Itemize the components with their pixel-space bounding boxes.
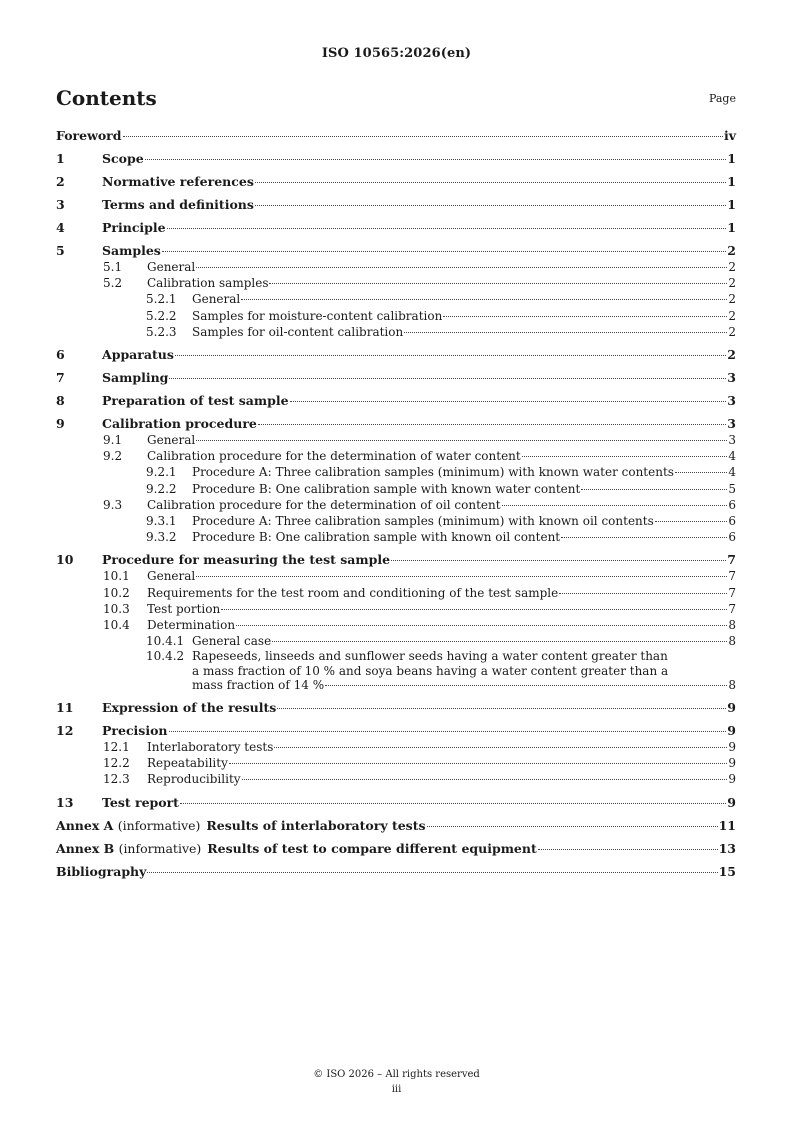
toc-entry-title: Procedure B: One calibration sample with known water content (192, 481, 581, 496)
toc-entry-number: 5.2.3 (146, 324, 177, 339)
toc-entry[interactable] (56, 864, 736, 880)
toc-entry[interactable] (56, 432, 736, 448)
toc-entry-page: 9 (728, 739, 736, 754)
toc-entry-title: Procedure A: Three calibration samples (minimum) with known water contents (192, 465, 674, 480)
dot-leader (162, 251, 726, 252)
toc-entry[interactable] (56, 633, 736, 649)
dot-leader (277, 708, 726, 709)
toc-entry[interactable] (56, 151, 736, 167)
toc-entry[interactable] (56, 174, 736, 190)
dot-leader (167, 228, 727, 229)
dot-leader (255, 205, 726, 206)
dot-leader (255, 182, 726, 183)
toc-entry-title: General (147, 433, 196, 448)
toc-entry-page: 2 (728, 276, 736, 291)
annex-title-group (56, 841, 537, 857)
toc-entry-page: 9 (728, 756, 736, 771)
toc-entry-number: 12.2 (103, 756, 130, 771)
toc-entry[interactable] (56, 243, 736, 259)
dot-leader (290, 401, 727, 402)
toc-entry-number: 5 (56, 243, 65, 258)
toc-entry-number: 13 (56, 794, 74, 810)
page-column-label: Page (708, 92, 736, 105)
toc-entry-page: 1 (727, 220, 736, 235)
annex-label: Annex B (56, 840, 115, 856)
dot-leader (196, 440, 727, 441)
toc-entry-number: 12.1 (103, 739, 130, 754)
toc-entry-page: 3 (728, 433, 736, 448)
dot-leader (538, 849, 718, 850)
dot-leader (242, 779, 728, 780)
toc-entry-page: 6 (728, 514, 736, 529)
dot-leader (427, 826, 718, 827)
toc-entry-number: 9.3 (103, 497, 123, 512)
toc-entry-page: 2 (728, 308, 736, 323)
toc-entry-page: 9 (727, 722, 736, 738)
dot-leader (443, 316, 727, 317)
page-number: iii (391, 1084, 402, 1095)
toc-entry-number: 10.4.2 (146, 649, 185, 664)
toc-entry-title-line: a mass fraction of 10 % and soya beans having a water content greater than a (192, 663, 669, 678)
toc-entry-page: 4 (728, 465, 736, 480)
dot-leader (169, 378, 726, 379)
annex-informative: (informative) (118, 840, 202, 856)
toc-entry-title: General (147, 569, 196, 584)
toc-entry-title: Normative references (102, 174, 254, 189)
toc-entry-page: 7 (728, 585, 736, 600)
annex-title: Results of test to compare different equipment (207, 840, 537, 856)
toc-entry[interactable] (56, 497, 736, 513)
toc-entry-number: 10.4 (103, 618, 130, 633)
annex-title-group (56, 818, 426, 834)
toc-entry-page: 2 (727, 347, 736, 363)
toc-entry[interactable] (56, 649, 736, 693)
toc-entry-number: 9.1 (103, 433, 123, 448)
toc-entry[interactable] (56, 529, 736, 545)
toc-entry[interactable] (56, 568, 736, 584)
toc-entry[interactable] (56, 755, 736, 771)
toc-entry-title: Procedure for measuring the test sample (102, 552, 391, 568)
toc-entry-page: 1 (727, 151, 736, 166)
toc-entry-page: 8 (728, 678, 736, 693)
toc-entry-number: 7 (56, 370, 65, 386)
toc-entry[interactable] (56, 220, 736, 236)
toc-entry-title: Expression of the results (102, 699, 277, 715)
toc-entry-page: 2 (727, 243, 736, 258)
toc-entry-title: Procedure B: One calibration sample with known oil content (192, 530, 561, 545)
dot-leader (147, 872, 717, 873)
annex-label: Annex A (56, 817, 114, 833)
toc-entry-number: 11 (56, 699, 74, 715)
toc-entry-title: General (192, 292, 241, 307)
toc-entry[interactable] (56, 347, 736, 363)
toc-entry-number: 10.4.1 (146, 634, 185, 649)
toc-entry-number: 2 (56, 174, 65, 189)
toc-entry[interactable] (56, 275, 736, 291)
toc-entry-title-line: mass fraction of 14 % (192, 678, 325, 693)
toc-entry-page: 2 (728, 292, 736, 307)
toc-entry-number: 6 (56, 347, 65, 363)
toc-entry-number: 5.2 (103, 276, 123, 291)
toc-entry-title: Calibration procedure for the determination of water content (147, 449, 521, 464)
table-of-contents (56, 128, 736, 880)
toc-entry[interactable] (56, 723, 736, 739)
toc-entry-page: 3 (727, 393, 736, 409)
toc-entry-title: Calibration procedure (102, 416, 257, 432)
dot-leader (581, 489, 727, 490)
toc-entry-number: 5.1 (103, 260, 123, 274)
toc-entry-page: 3 (727, 416, 736, 432)
toc-entry[interactable] (56, 464, 736, 480)
toc-entry[interactable] (56, 795, 736, 811)
page-footer (0, 1067, 793, 1097)
dot-leader (241, 299, 727, 300)
toc-entry-number: 1 (56, 151, 65, 166)
toc-entry-page: 4 (728, 449, 736, 464)
copyright-notice: © ISO 2026 – All rights reserved (313, 1069, 480, 1080)
toc-entry-title: Apparatus (102, 347, 174, 363)
toc-entry-title: Interlaboratory tests (147, 739, 274, 754)
toc-entry-title: Samples for oil-content calibration (192, 324, 404, 339)
toc-entry[interactable] (56, 818, 736, 834)
dot-leader (169, 731, 727, 732)
toc-entry-number: 3 (56, 197, 65, 212)
toc-entry-number: 9.2.2 (146, 481, 177, 496)
dot-leader (180, 803, 726, 804)
dot-leader (559, 593, 727, 594)
document-id-header: ISO 10565:2026(en) (321, 46, 472, 61)
toc-entry-title: Reproducibility (147, 772, 241, 787)
dot-leader (272, 641, 727, 642)
dot-leader (123, 136, 723, 137)
toc-entry[interactable] (56, 841, 736, 857)
toc-entry-page: 7 (727, 552, 736, 568)
toc-entry[interactable] (56, 416, 736, 432)
toc-entry-number: 12 (56, 722, 74, 738)
toc-entry[interactable] (56, 291, 736, 307)
toc-entry-title: Samples for moisture-content calibration (192, 308, 443, 323)
toc-entry-number: 5.2.2 (146, 308, 177, 323)
toc-entry-title: General (147, 260, 196, 274)
toc-entry-number: 4 (56, 220, 65, 235)
dot-leader (175, 355, 726, 356)
toc-entry-number: 12.3 (103, 772, 130, 787)
toc-entry-number: 10.3 (103, 601, 130, 616)
dot-leader (196, 576, 727, 577)
toc-entry[interactable] (56, 552, 736, 568)
dot-leader (229, 763, 728, 764)
toc-entry-title: Determination (147, 618, 236, 633)
toc-entry-title: Calibration procedure for the determination of oil content (147, 497, 501, 512)
toc-entry-page: 15 (718, 863, 736, 879)
toc-entry-number: 9.3.1 (146, 514, 177, 529)
toc-entry[interactable] (56, 197, 736, 213)
toc-entry-page: 7 (728, 601, 736, 616)
toc-entry[interactable] (56, 601, 736, 617)
toc-entry[interactable] (56, 513, 736, 529)
dot-leader (145, 159, 727, 160)
dot-leader (675, 472, 727, 473)
dot-leader (655, 521, 728, 522)
toc-entry[interactable] (56, 585, 736, 601)
toc-entry-title: General case (192, 634, 272, 649)
toc-entry-title: Samples (102, 243, 161, 258)
toc-entry-page: 5 (728, 481, 736, 496)
toc-entry-title: Repeatability (147, 756, 228, 771)
toc-entry-number: 10 (56, 552, 74, 568)
toc-entry-page: 11 (718, 817, 736, 833)
dot-leader (269, 283, 727, 284)
toc-entry[interactable] (56, 771, 736, 787)
toc-entry-title: Test portion (147, 601, 221, 616)
dot-leader (325, 685, 727, 686)
toc-entry-title: Principle (102, 220, 166, 235)
toc-entry-number: 10.1 (103, 569, 130, 584)
toc-entry-page: iv (723, 128, 736, 143)
toc-entry-page: 1 (727, 174, 736, 189)
toc-entry[interactable] (56, 393, 736, 409)
toc-entry-number: 9 (56, 416, 65, 432)
toc-entry-page: 8 (728, 634, 736, 649)
toc-entry-title: Sampling (102, 370, 169, 386)
toc-entry-page: 2 (728, 324, 736, 339)
annex-informative: (informative) (117, 817, 201, 833)
contents-title: Contents (56, 86, 157, 110)
toc-entry-title: Scope (102, 151, 144, 166)
toc-entry-title: Preparation of test sample (102, 393, 289, 409)
toc-entry-page: 3 (727, 370, 736, 386)
dot-leader (196, 267, 727, 268)
toc-entry-page: 6 (728, 497, 736, 512)
toc-entry-title-line: Rapeseeds, linseeds and sunflower seeds having a water content greater than (192, 649, 668, 664)
toc-entry-title: Foreword (56, 128, 122, 143)
toc-entry-title: Calibration samples (147, 276, 269, 291)
toc-entry[interactable] (56, 617, 736, 633)
toc-entry[interactable] (56, 370, 736, 386)
dot-leader (221, 609, 727, 610)
toc-entry-page: 6 (728, 530, 736, 545)
dot-leader (561, 537, 727, 538)
dot-leader (522, 456, 728, 457)
toc-entry-title: Procedure A: Three calibration samples (minimum) with known oil contents (192, 514, 654, 529)
toc-entry-number: 9.2.1 (146, 465, 177, 480)
annex-title: Results of interlaboratory tests (206, 817, 426, 833)
toc-entry-page: 9 (728, 772, 736, 787)
dot-leader (502, 505, 728, 506)
toc-entry-page: 9 (727, 699, 736, 715)
toc-entry-number: 9.3.2 (146, 530, 177, 545)
toc-entry-title: Bibliography (56, 863, 147, 879)
toc-entry[interactable] (56, 448, 736, 464)
dot-leader (236, 625, 727, 626)
dot-leader (391, 560, 726, 561)
toc-entry[interactable] (56, 739, 736, 755)
toc-entry[interactable] (56, 481, 736, 497)
dot-leader (274, 747, 727, 748)
toc-entry-title: Terms and definitions (102, 197, 254, 212)
toc-entry-page: 2 (728, 260, 736, 274)
toc-entry-page: 13 (718, 840, 736, 856)
toc-entry-page: 8 (728, 618, 736, 633)
toc-entry-title: Requirements for the test room and conditioning of the test sample (147, 585, 559, 600)
toc-entry-number: 8 (56, 393, 65, 409)
toc-entry-title: Test report (102, 794, 179, 810)
dot-leader (258, 424, 726, 425)
toc-entry[interactable] (56, 128, 736, 144)
toc-entry[interactable] (56, 308, 736, 324)
toc-entry-page: 9 (727, 794, 736, 810)
toc-entry[interactable] (56, 324, 736, 340)
toc-entry-number: 10.2 (103, 585, 130, 600)
toc-entry[interactable] (56, 700, 736, 716)
toc-entry-number: 9.2 (103, 449, 123, 464)
toc-entry[interactable] (56, 259, 736, 275)
toc-entry-page: 1 (727, 197, 736, 212)
toc-entry-page: 7 (728, 569, 736, 584)
toc-entry-title: Precision (102, 722, 168, 738)
toc-entry-number: 5.2.1 (146, 292, 177, 307)
dot-leader (404, 332, 727, 333)
